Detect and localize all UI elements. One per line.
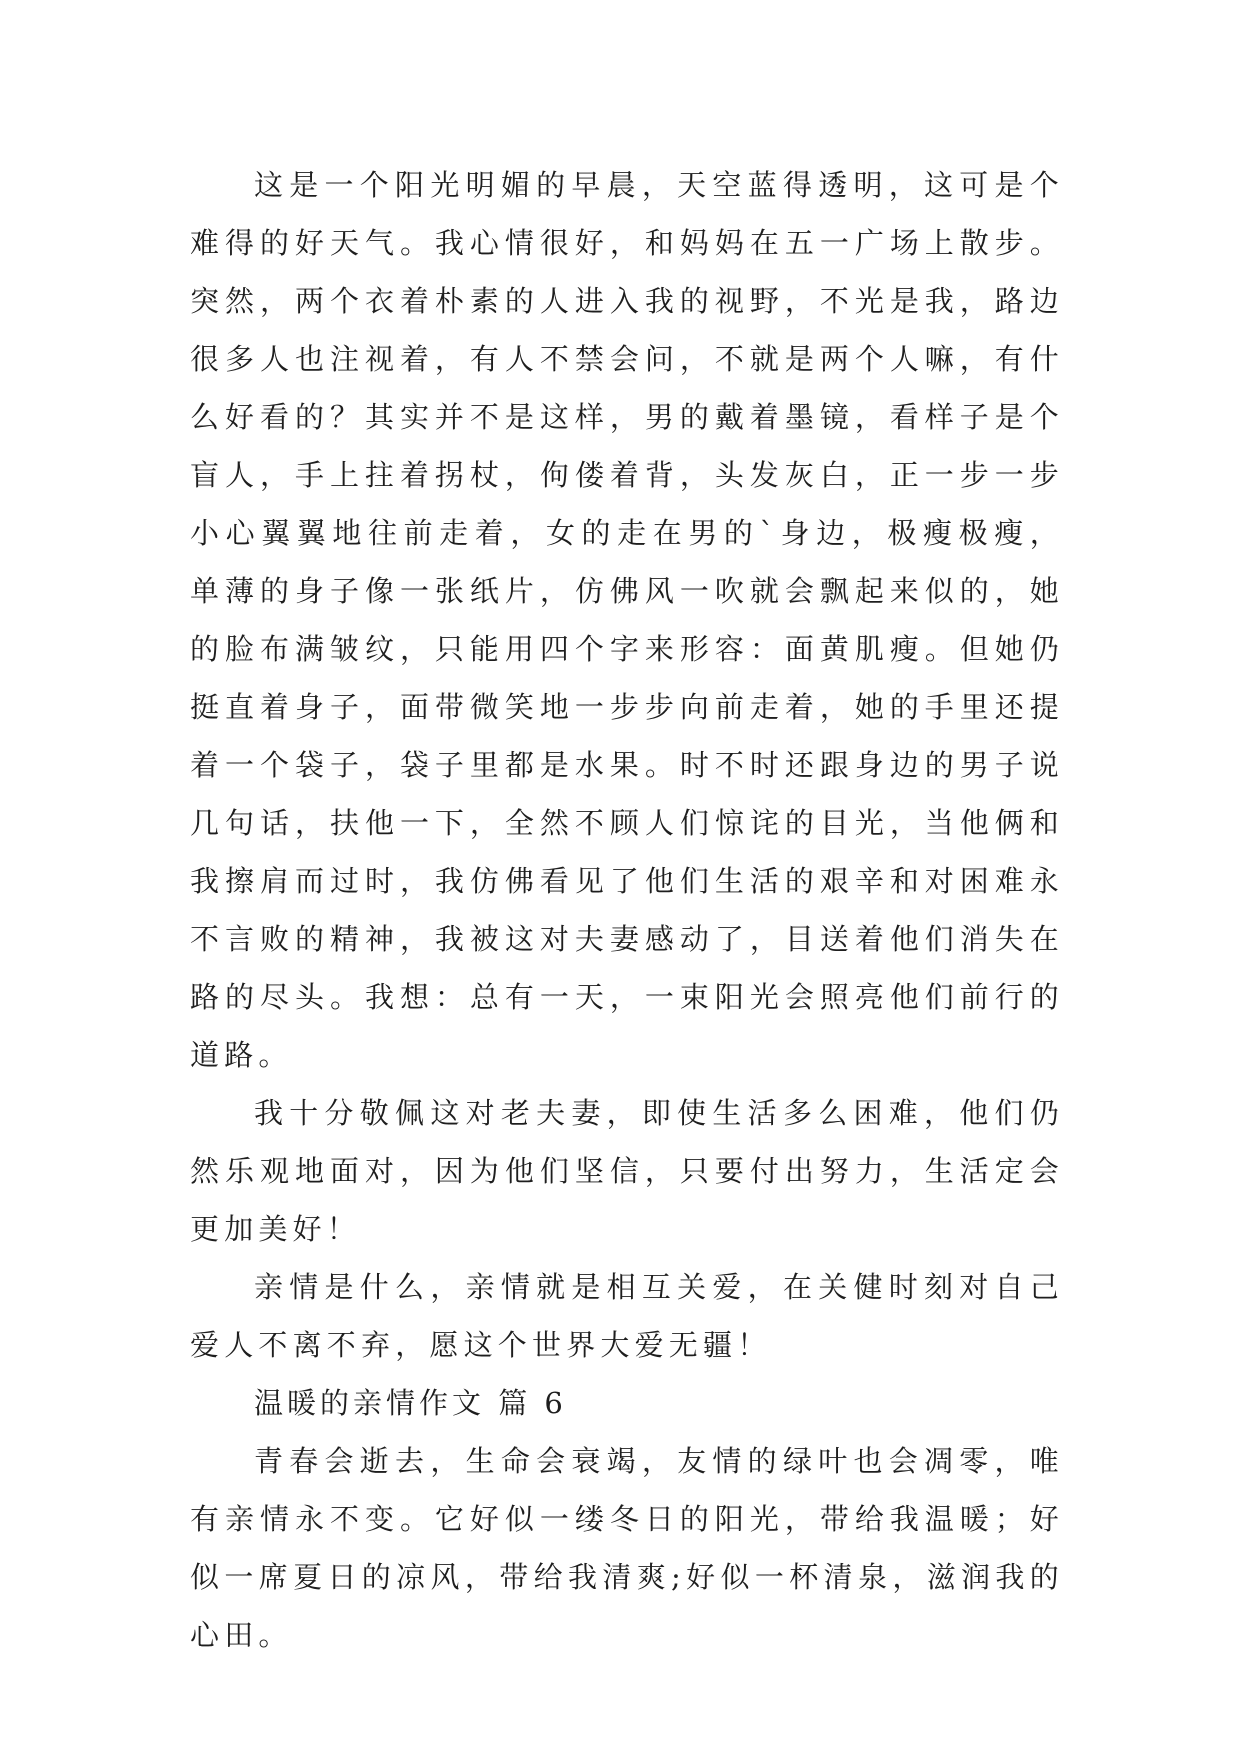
paragraph-3: 亲情是什么，亲情就是相互关爱，在关健时刻对自己爱人不离不弃，愿这个世界大爱无疆！ xyxy=(190,1270,1064,1362)
paragraph-2: 我十分敬佩这对老夫妻，即使生活多么困难，他们仍然乐观地面对，因为他们坚信，只要付出努力，生活定会更加美好！ xyxy=(190,1096,1064,1246)
document-page xyxy=(190,156,1064,1664)
section-heading: 温暖的亲情作文 篇 6 xyxy=(254,1386,567,1420)
paragraph-4: 青春会逝去，生命会衰竭，友情的绿叶也会凋零，唯有亲情永不变。它好似一缕冬日的阳光，带给我温暖；好似一席夏日的凉风，带给我清爽;好似一杯清泉，滋润我的心田。 xyxy=(190,1444,1064,1652)
paragraph-1: 这是一个阳光明媚的早晨，天空蓝得透明，这可是个难得的好天气。我心情很好，和妈妈在五一广场上散步。突然，两个衣着朴素的人进入我的视野，不光是我，路边很多人也注视着，有人不禁会问，不就是两个人嘛，有什么好看的？其实并不是这样，男的戴着墨镜，看样子是个盲人，手上拄着拐杖，佝偻着背，头发灰白，正一步一步小心翼翼地往前走着，女的走在男的`身边，极瘦极瘦，单薄的身子像一张纸片，仿佛风一吹就会飘起来似的，她的脸布满皱纹，只能用四个字来形容：面黄肌瘦。但她仍挺直着身子，面带微笑地一步步向前走着，她的手里还提着一个袋子，袋子里都是水果。时不时还跟身边的男子说几句话，扶他一下，全然不顾人们惊诧的目光，当他俩和我擦肩而过时，我仿佛看见了他们生活的艰辛和对困难永不言败的精神，我被这对夫妻感动了，目送着他们消失在路的尽头。我想：总有一天，一束阳光会照亮他们前行的道路。 xyxy=(190,168,1064,1072)
